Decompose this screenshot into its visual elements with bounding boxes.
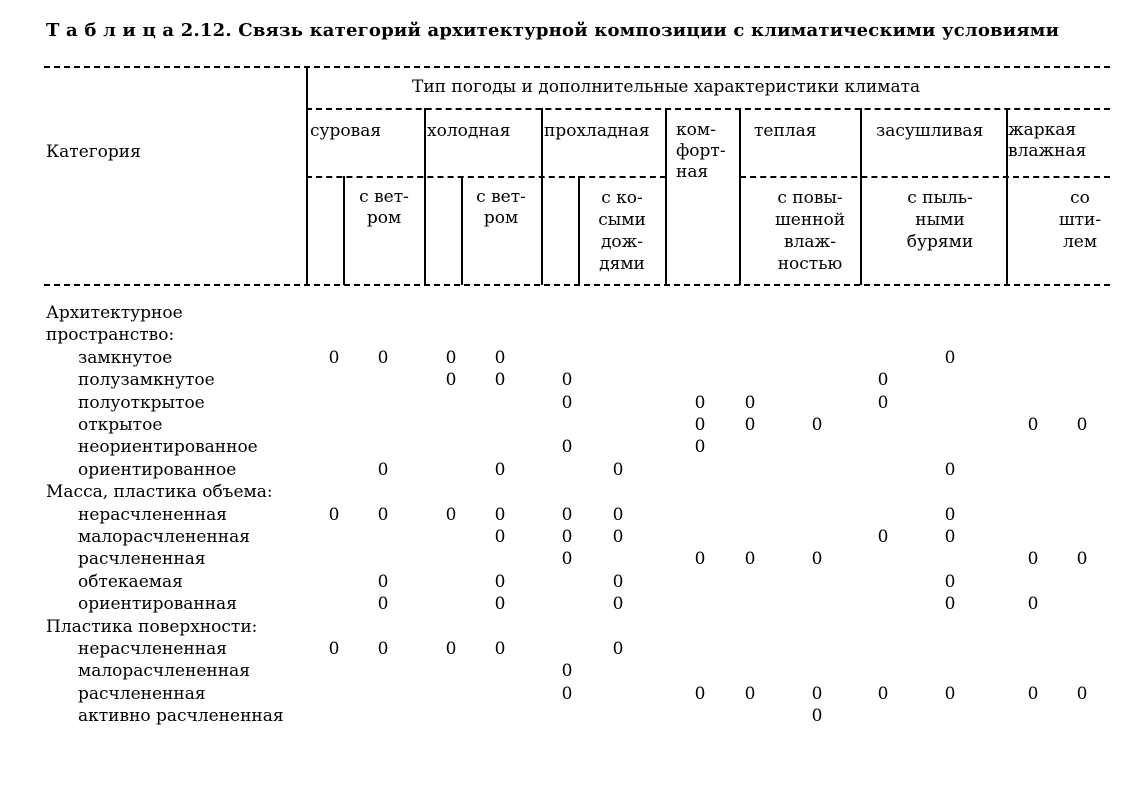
table-cell-mark: 0 — [1076, 683, 1088, 704]
row-label: ориентированная — [78, 594, 237, 615]
header-group: Тип погоды и дополнительные характеристики климата — [412, 77, 921, 97]
row-label: малорасчлененная — [78, 527, 250, 547]
row-label: расчлененная — [78, 683, 206, 704]
table-cell-mark: 0 — [328, 639, 340, 659]
table-cell-mark: 0 — [944, 571, 956, 592]
table-cell-mark: 0 — [811, 683, 823, 704]
table-cell-mark: 0 — [744, 549, 756, 570]
row-label: неориентированное — [78, 437, 258, 458]
table-cell-mark: 0 — [612, 571, 624, 592]
col-divider-cold — [424, 108, 426, 285]
table-cell-mark: 0 — [1027, 683, 1039, 704]
table-cell-mark: 0 — [445, 504, 457, 525]
table-cell-mark: 0 — [944, 459, 956, 480]
table-cell-mark: 0 — [612, 504, 624, 525]
header-category: Категория — [46, 142, 141, 162]
table-cell-mark: 0 — [494, 571, 506, 592]
row-section-label: Архитектурное — [46, 303, 183, 323]
col-divider-cool — [541, 108, 543, 285]
table-cell-mark: 0 — [377, 594, 389, 615]
table-cell-mark: 0 — [377, 639, 389, 659]
table-title: Т а б л и ц а 2.12. Связь категорий архитектурной композиции с климатическими условиями — [46, 20, 1060, 41]
subheader-arid-dust: с пыль- ными бурями — [906, 188, 974, 252]
table-cell-mark: 0 — [612, 594, 624, 615]
table-cell-mark: 0 — [377, 571, 389, 592]
col-divider-warm — [739, 108, 741, 285]
table-cell-mark: 0 — [944, 527, 956, 547]
header-cool: прохладная — [544, 121, 650, 141]
header-hot-humid: жаркая влажная — [1008, 120, 1087, 161]
header-arid: засушливая — [876, 121, 984, 141]
header-bottom-rule — [44, 284, 1110, 286]
table-cell-mark: 0 — [944, 683, 956, 704]
header-warm: теплая — [754, 121, 817, 141]
table-cell-mark: 0 — [811, 549, 823, 570]
row-section-label: пространство: — [46, 325, 175, 346]
table-cell-mark: 0 — [612, 527, 624, 547]
row-label: нерасчлененная — [78, 639, 227, 659]
table-cell-mark: 0 — [1027, 415, 1039, 435]
table-cell-mark: 0 — [612, 639, 624, 659]
table-cell-mark: 0 — [494, 504, 506, 525]
table-cell-mark: 0 — [811, 415, 823, 435]
table-cell-mark: 0 — [377, 504, 389, 525]
table-cell-mark: 0 — [561, 683, 573, 704]
table-cell-mark: 0 — [328, 347, 340, 368]
table-cell-mark: 0 — [1076, 415, 1088, 435]
table-cell-mark: 0 — [877, 683, 889, 704]
row-label: обтекаемая — [78, 571, 183, 592]
col-divider-comfort — [665, 108, 667, 285]
table-cell-mark: 0 — [811, 706, 823, 727]
row-section-label: Пластика поверхности: — [46, 616, 258, 637]
table-cell-mark: 0 — [694, 415, 706, 435]
table-cell-mark: 0 — [561, 504, 573, 525]
group-rule — [306, 108, 1110, 110]
table-cell-mark: 0 — [944, 594, 956, 615]
header-comfortable: ком- форт- ная — [676, 120, 726, 182]
table-cell-mark: 0 — [744, 683, 756, 704]
top-rule — [44, 66, 1110, 68]
subheader-hot-calm: со шти- лем — [1058, 188, 1102, 252]
subcol-divider-severe — [343, 176, 345, 285]
table-cell-mark: 0 — [694, 392, 706, 413]
table-cell-mark: 0 — [328, 504, 340, 525]
table-cell-mark: 0 — [494, 347, 506, 368]
row-label: замкнутое — [78, 347, 173, 368]
sub-rule-left — [306, 176, 666, 178]
table-cell-mark: 0 — [494, 594, 506, 615]
table-cell-mark: 0 — [561, 549, 573, 570]
subheader-cold-wind: с вет- ром — [476, 187, 526, 228]
row-label: полуоткрытое — [78, 392, 205, 413]
header-severe: суровая — [310, 121, 382, 141]
table-cell-mark: 0 — [445, 370, 457, 391]
row-label: малорасчлененная — [78, 661, 250, 682]
table-cell-mark: 0 — [445, 639, 457, 659]
col-divider-category — [306, 66, 308, 285]
subheader-severe-wind: с вет- ром — [359, 187, 409, 228]
subheader-cool-rain: с ко- сыми дож- дями — [598, 188, 646, 274]
table-cell-mark: 0 — [877, 527, 889, 547]
table-cell-mark: 0 — [561, 527, 573, 547]
table-cell-mark: 0 — [561, 392, 573, 413]
table-cell-mark: 0 — [877, 392, 889, 413]
table-cell-mark: 0 — [612, 459, 624, 480]
table-cell-mark: 0 — [1027, 594, 1039, 615]
table-cell-mark: 0 — [494, 459, 506, 480]
row-label: ориентированное — [78, 459, 237, 480]
table-cell-mark: 0 — [944, 347, 956, 368]
table-cell-mark: 0 — [944, 504, 956, 525]
table-cell-mark: 0 — [494, 370, 506, 391]
table-cell-mark: 0 — [744, 392, 756, 413]
table-cell-mark: 0 — [377, 347, 389, 368]
sub-rule-right — [740, 176, 1110, 178]
row-section-label: Масса, пластика объема: — [46, 482, 273, 503]
table-cell-mark: 0 — [877, 370, 889, 391]
table-cell-mark: 0 — [694, 683, 706, 704]
table-cell-mark: 0 — [694, 549, 706, 570]
table-cell-mark: 0 — [561, 370, 573, 391]
table-cell-mark: 0 — [1027, 549, 1039, 570]
table-cell-mark: 0 — [561, 437, 573, 458]
row-label: нерасчлененная — [78, 504, 227, 525]
col-divider-arid — [860, 108, 862, 285]
header-cold: холодная — [427, 121, 511, 141]
table-cell-mark: 0 — [744, 415, 756, 435]
table-cell-mark: 0 — [1076, 549, 1088, 570]
table-cell-mark: 0 — [694, 437, 706, 458]
row-label: расчлененная — [78, 549, 206, 570]
table-cell-mark: 0 — [494, 639, 506, 659]
row-label: активно расчлененная — [78, 706, 284, 727]
row-label: открытое — [78, 415, 163, 435]
table-cell-mark: 0 — [445, 347, 457, 368]
table-cell-mark: 0 — [377, 459, 389, 480]
subheader-warm-humid: с повы- шенной влаж- ностью — [774, 188, 846, 274]
row-label: полузамкнутое — [78, 370, 215, 391]
table-cell-mark: 0 — [561, 661, 573, 682]
table-cell-mark: 0 — [494, 527, 506, 547]
